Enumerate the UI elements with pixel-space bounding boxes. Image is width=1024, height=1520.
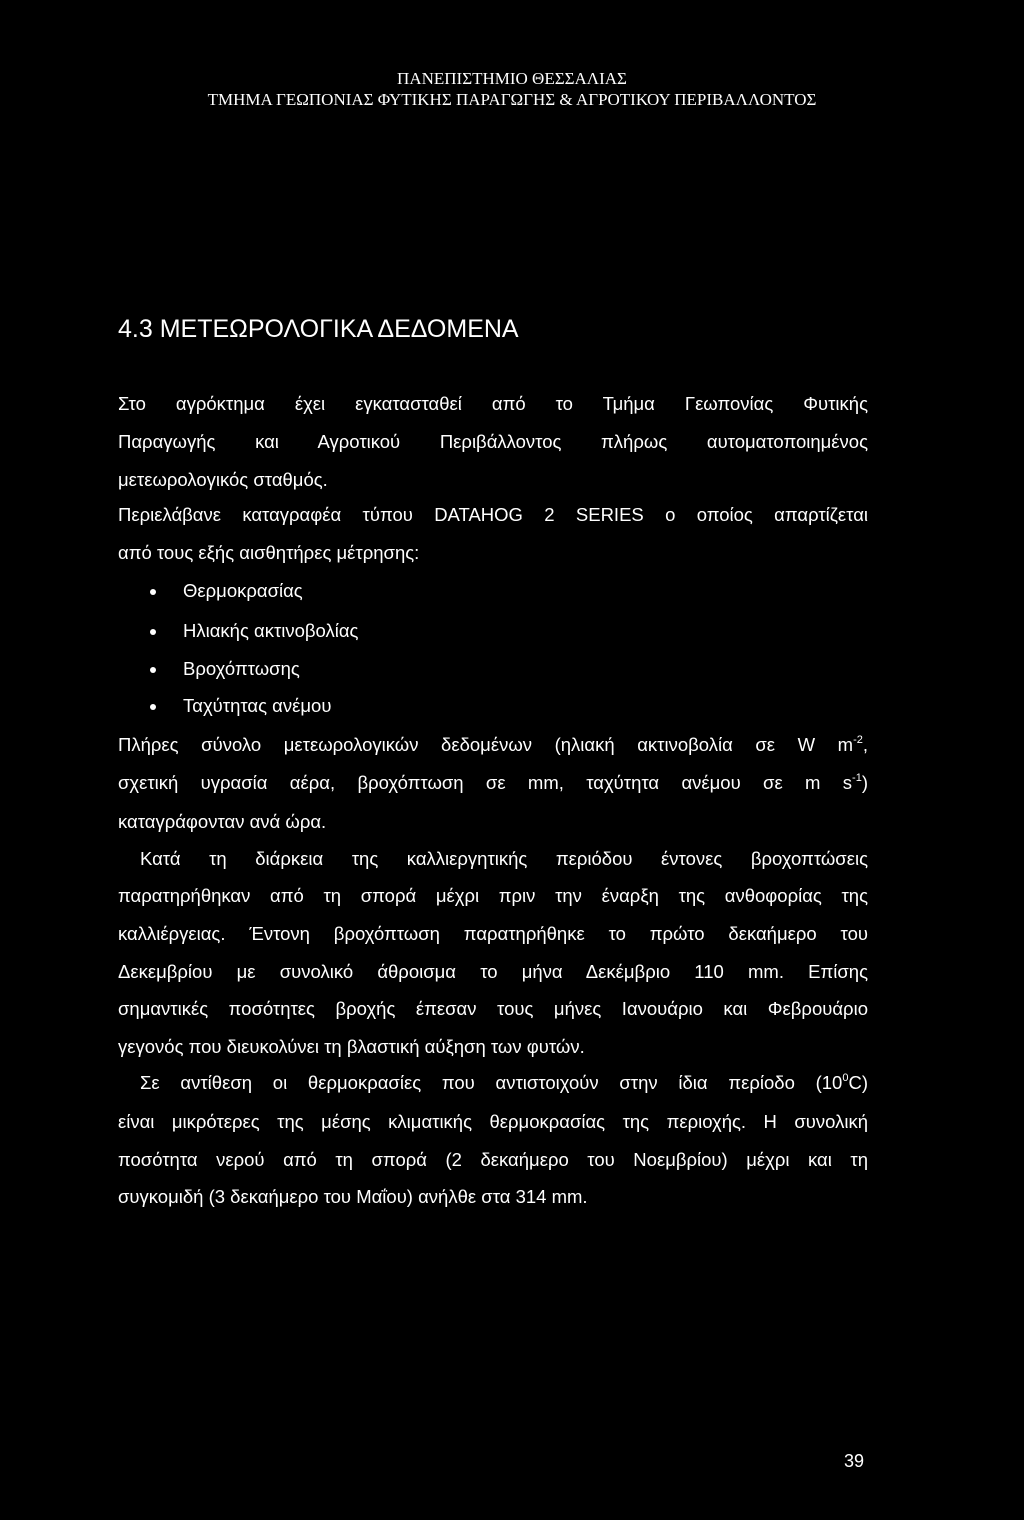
superscript: -1 [852, 772, 862, 784]
page-number: 39 [843, 1451, 864, 1471]
header-university: ΠΑΝΕΠΙΣΤΗΜΙΟ ΘΕΣΣΑΛΙΑΣ [397, 69, 627, 88]
paragraph-3-line-2 [118, 771, 868, 795]
sensor-label: Θερμοκρασίας [183, 580, 303, 601]
paragraph-2-line-2: από τους εξής αισθητήρες μέτρησης: [118, 542, 420, 563]
paragraph-5-line-1-end: C) [848, 1072, 868, 1093]
sensor-label: Βροχόπτωσης [183, 658, 300, 679]
superscript: -2 [853, 734, 863, 746]
paragraph-1-line-1: Στο αγρόκτημα έχει εγκατασταθεί από το Τμήμα Γεωπονίας Φυτικής [118, 393, 868, 414]
paragraph-1-line-3: μετεωρολογικός σταθμός. [118, 469, 328, 490]
paragraph-3-line-1-end: , [862, 734, 868, 755]
paragraph-5-line-2: είναι μικρότερες της μέσης κλιματικής θερμοκρασίας της περιοχής. Η συνολική [118, 1111, 868, 1132]
paragraph-5-line-1-text: Σε αντίθεση οι θερμοκρασίες που αντιστοιχούν στην ίδια περίοδο (10 [140, 1072, 843, 1093]
paragraph-4-line-5: σημαντικές ποσότητες βροχής έπεσαν τους μήνες Ιανουάριο και Φεβρουάριο [118, 998, 868, 1019]
bullet-icon [150, 704, 156, 710]
section-title: 4.3 ΜΕΤΕΩΡΟΛΟΓΙΚΑ ΔΕΔΟΜΕΝΑ [118, 315, 519, 343]
paragraph-4-line-4: Δεκεμβρίου με συνολικό άθροισμα το μήνα Δεκέμβριο 110 mm. Επίσης [118, 961, 868, 982]
bullet-icon [150, 667, 156, 673]
sensor-label: Ταχύτητας ανέμου [183, 695, 332, 716]
paragraph-4-line-2: παρατηρήθηκαν από τη σπορά μέχρι πριν την έναρξη της ανθοφορίας της [118, 885, 868, 906]
paragraph-1-line-2: Παραγωγής και Αγροτικού Περιβάλλοντος πλήρως αυτοματοποιημένος [118, 431, 868, 452]
paragraph-4-line-6: γεγονός που διευκολύνει τη βλαστική αύξηση των φυτών. [118, 1036, 585, 1057]
page-header [0, 68, 1024, 110]
paragraph-2-line-1: Περιελάβανε καταγραφέα τύπου DATAHOG 2 SERIES ο οποίος απαρτίζεται [118, 504, 868, 525]
bullet-icon [150, 629, 156, 635]
paragraph-3-line-1-text: Πλήρες σύνολο μετεωρολογικών δεδομένων (ηλιακή ακτινοβολία σε W m [118, 734, 854, 755]
paragraph-5-line-4: συγκομιδή (3 δεκαήμερο του Μαΐου) ανήλθε στα 314 mm. [118, 1186, 588, 1207]
paragraph-5-line-1 [140, 1071, 868, 1095]
header-department: ΤΜΗΜΑ ΓΕΩΠΟΝΙΑΣ ΦΥΤΙΚΗΣ ΠΑΡΑΓΩΓΗΣ & ΑΓΡΟΤΙΚΟΥ ΠΕΡΙΒΑΛΛΟΝΤΟΣ [207, 90, 817, 109]
paragraph-3-line-2-text: σχετική υγρασία αέρα, βροχόπτωση σε mm, ταχύτητα ανέμου σε m s [118, 772, 853, 793]
paragraph-4-line-1: Κατά τη διάρκεια της καλλιεργητικής περιόδου έντονες βροχοπτώσεις [140, 848, 868, 869]
paragraph-3-line-1 [118, 733, 868, 757]
sensor-label: Ηλιακής ακτινοβολίας [183, 620, 359, 641]
bullet-icon [150, 589, 156, 595]
superscript: 0 [842, 1072, 849, 1084]
paragraph-4-line-3: καλλιέργειας. Έντονη βροχόπτωση παρατηρήθηκε το πρώτο δεκαήμερο του [118, 923, 868, 944]
paragraph-3-line-2-end: ) [861, 772, 868, 793]
paragraph-5-line-3: ποσότητα νερού από τη σπορά (2 δεκαήμερο του Νοεμβρίου) μέχρι και τη [118, 1149, 868, 1170]
paragraph-3-line-3: καταγράφονταν ανά ώρα. [118, 811, 327, 832]
